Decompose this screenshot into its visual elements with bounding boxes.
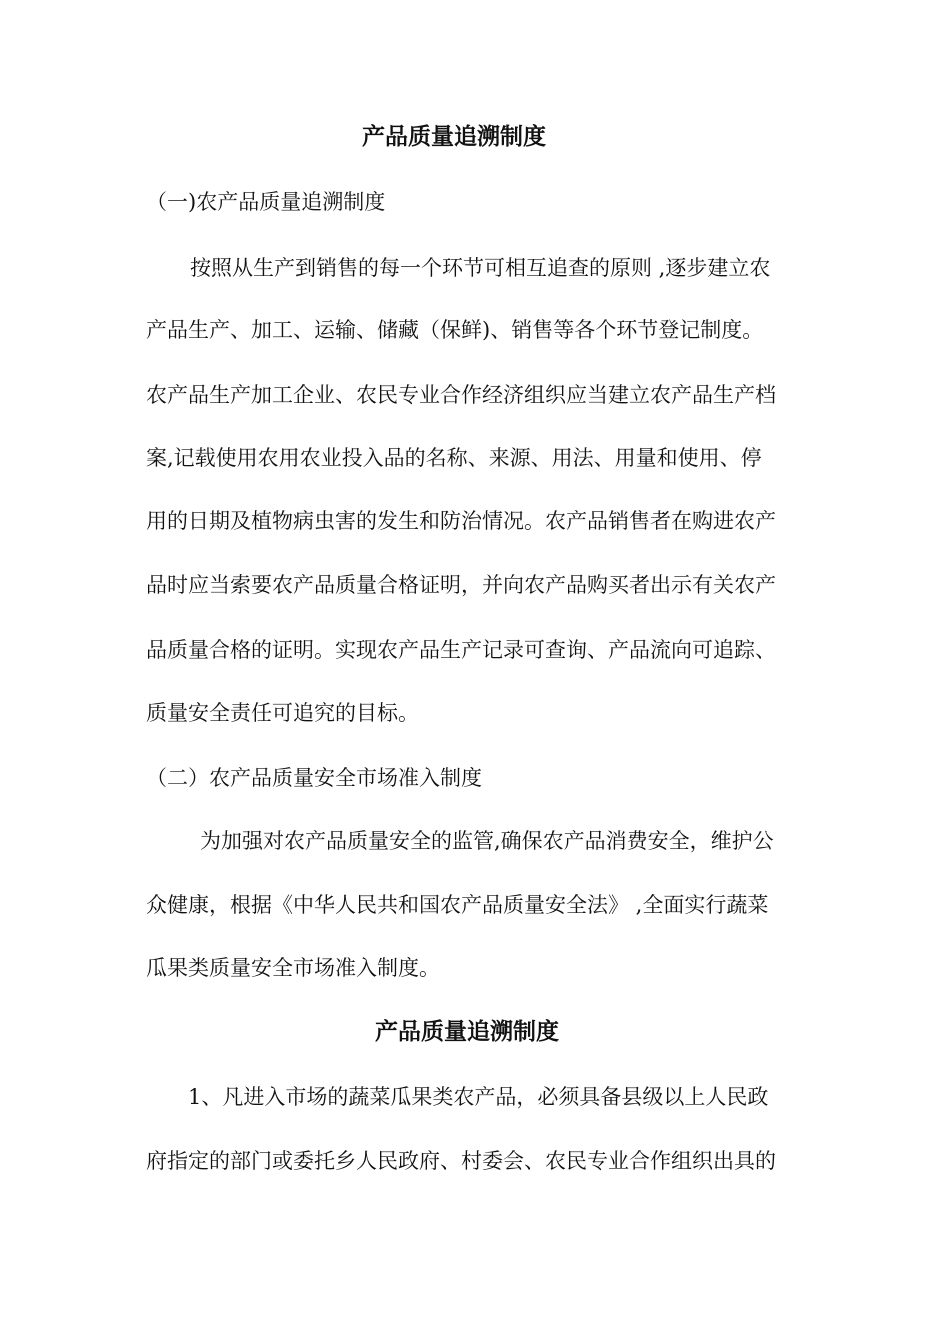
document-title: 产品质量追溯制度 <box>362 123 546 150</box>
paragraph-line: 品时应当索要农产品质量合格证明，并向农产品购买者出示有关农产 <box>146 573 776 597</box>
paragraph-line: 产品生产、加工、运输、储藏（保鲜)、销售等各个环节登记制度。 <box>146 318 764 342</box>
section-heading-1: （一)农产品质量追溯制度 <box>146 190 386 214</box>
paragraph-line: 案,记载使用农用农业投入品的名称、来源、用法、用量和使用、停 <box>146 446 762 470</box>
section-heading-2: （二）农产品质量安全市场准入制度 <box>146 766 482 790</box>
paragraph-line: 1、凡进入市场的蔬菜瓜果类农产品，必须具备县级以上人民政 <box>188 1085 769 1109</box>
paragraph-line: 农产品生产加工企业、农民专业合作经济组织应当建立农产品生产档 <box>146 383 776 407</box>
paragraph-line: 质量安全责任可追究的目标。 <box>146 701 419 725</box>
paragraph-line: 品质量合格的证明。实现农产品生产记录可查询、产品流向可追踪、 <box>146 638 776 662</box>
paragraph-line: 府指定的部门或委托乡人民政府、村委会、农民专业合作组织出具的 <box>146 1149 776 1173</box>
document-title-repeat: 产品质量追溯制度 <box>375 1018 559 1045</box>
paragraph-line: 众健康，根据《中华人民共和国农产品质量安全法》 ,全面实行蔬菜 <box>146 893 769 917</box>
paragraph-line: 用的日期及植物病虫害的发生和防治情况。农产品销售者在购进农产 <box>146 509 776 533</box>
paragraph-line: 按照从生产到销售的每一个环节可相互追查的原则 ,逐步建立农 <box>190 256 771 280</box>
paragraph-line: 为加强对农产品质量安全的监管,确保农产品消费安全，维护公 <box>200 829 774 853</box>
paragraph-line: 瓜果类质量安全市场准入制度。 <box>146 956 440 980</box>
